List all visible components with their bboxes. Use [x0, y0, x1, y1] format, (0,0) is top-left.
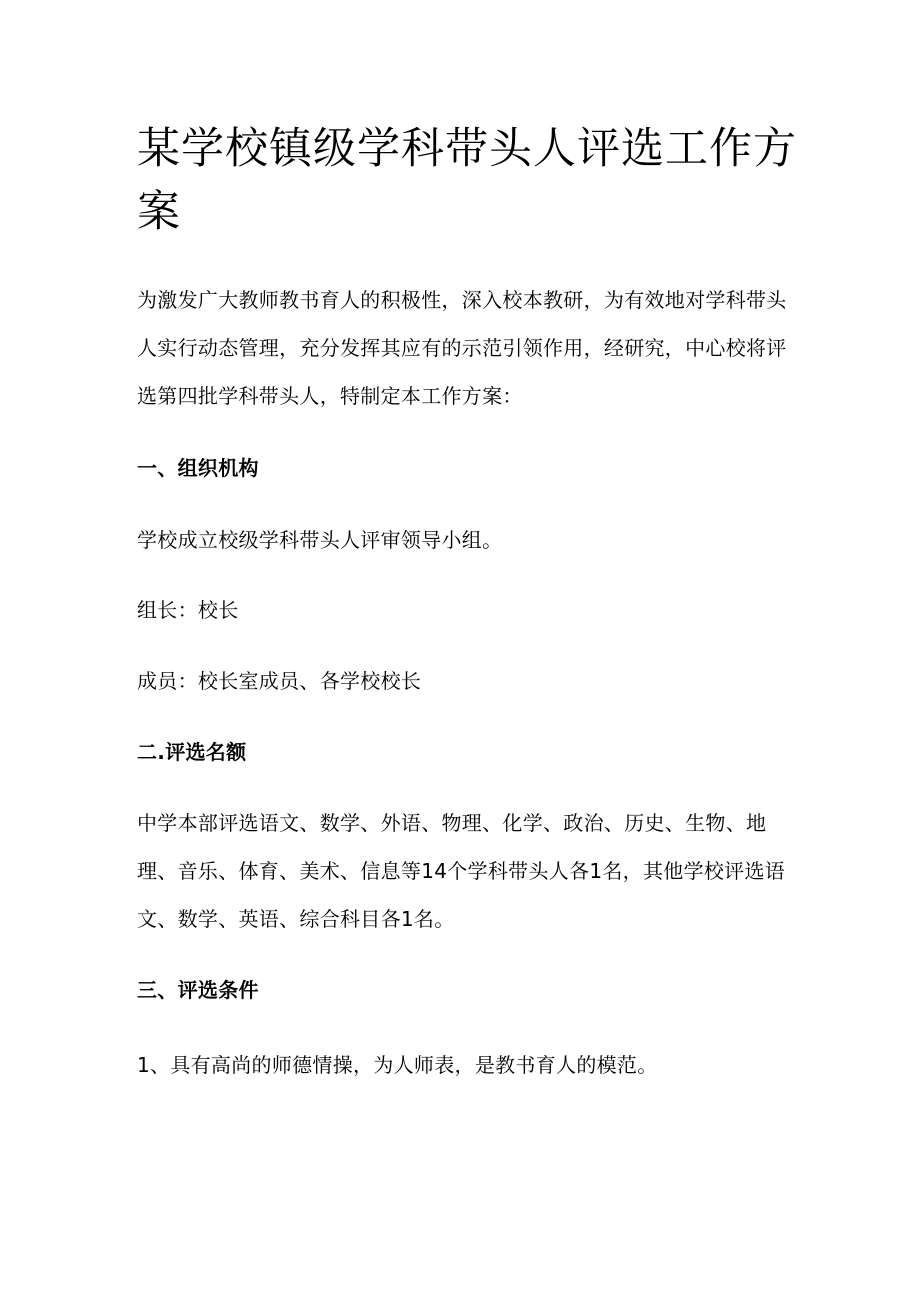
condition-item-1: 1、具有高尚的师德情操，为人师表，是教书育人的模范。 — [137, 1053, 658, 1077]
document-title: 某学校镇级学科带头人评选工作方案 — [137, 124, 797, 237]
group-leader-line: 组长：校长 — [137, 598, 239, 622]
group-members-line: 成员：校长室成员、各学校校长 — [137, 669, 422, 693]
section-heading-organization: 一、组织机构 — [137, 456, 259, 480]
quota-paragraph: 中学本部评选语文、数学、外语、物理、化学、政治、历史、生物、地理、音乐、体育、美术、信息等14个学科带头人各1名，其他学校评选语文、数学、英语、综合科目各1名。 — [137, 811, 786, 931]
organization-description: 学校成立校级学科带头人评审领导小组。 — [137, 528, 503, 552]
section-heading-quota: 二.评选名额 — [137, 740, 247, 764]
intro-paragraph: 为激发广大教师教书育人的积极性，深入校本教研，为有效地对学科带头人实行动态管理，充分发挥其应有的示范引领作用，经研究，中心校将评选第四批学科带头人，特制定本工作方案： — [137, 288, 787, 408]
section-heading-conditions: 三、评选条件 — [137, 978, 259, 1002]
